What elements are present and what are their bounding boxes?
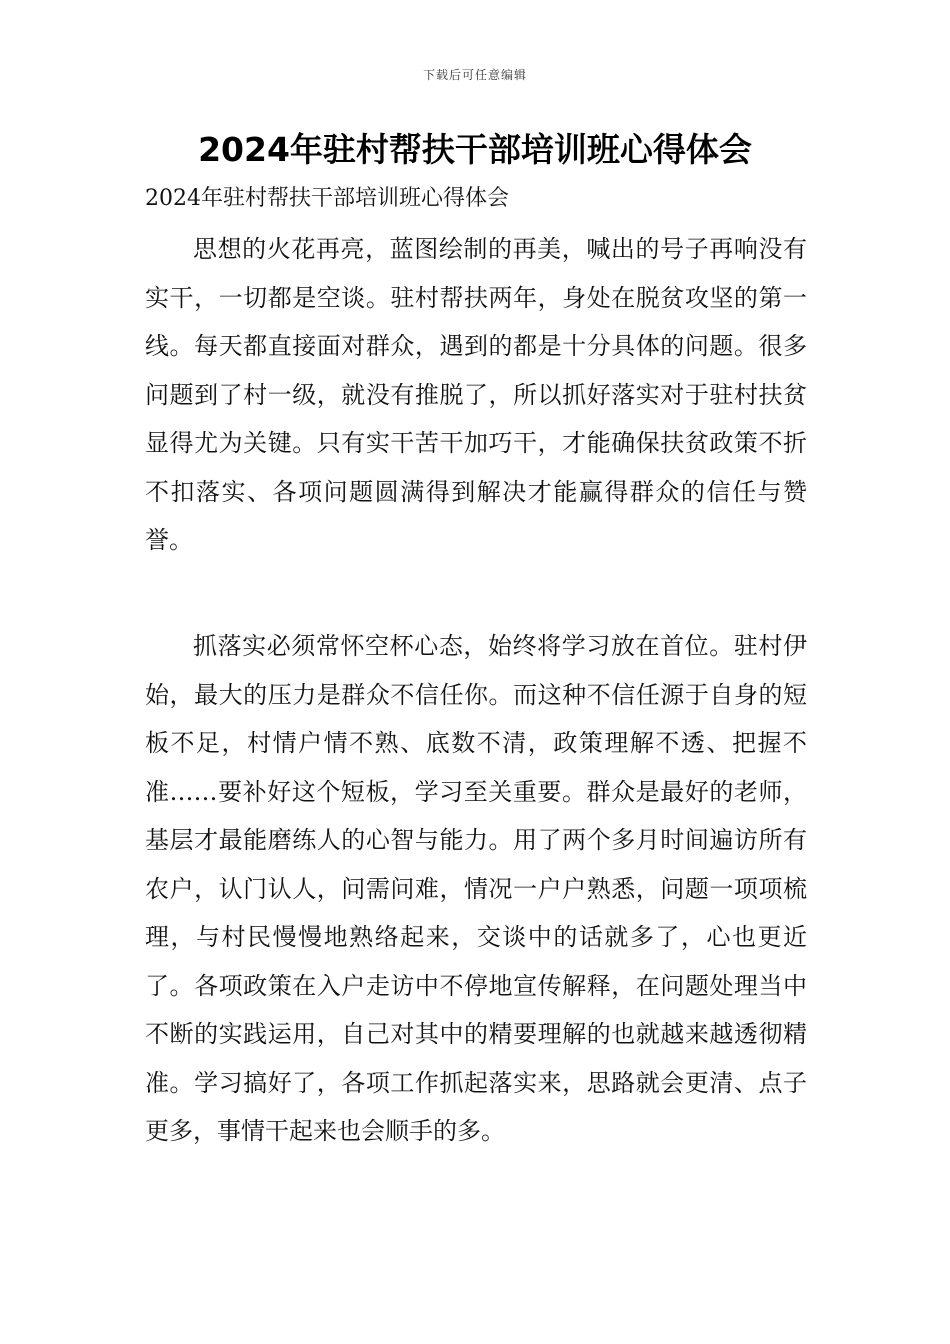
header-note: 下载后可任意编辑 bbox=[422, 68, 527, 82]
document-subtitle: 2024年驻村帮扶干部培训班心得体会 bbox=[145, 186, 509, 211]
document-title: 2024年驻村帮扶干部培训班心得体会 bbox=[198, 130, 752, 169]
paragraph-1: 思想的火花再亮，蓝图绘制的再美，喊出的号子再响没有实干，一切都是空谈。驻村帮扶两年，身处在脱贫攻坚的第一线。每天都直接面对群众，遇到的都是十分具体的问题。很多问题到了村一级，就没有推脱了，所以抓好落实对于驻村扶贫显得尤为关键。只有实干苦干加巧干，才能确保扶贫政策不折不扣落实、各项问题圆满得到解决才能赢得群众的信任与赞誉。 bbox=[145, 235, 807, 554]
paragraph-2: 抓落实必须常怀空杯心态，始终将学习放在首位。驻村伊始，最大的压力是群众不信任你。而这种不信任源于自身的短板不足，村情户情不熟、底数不清，政策理解不透、把握不准……要补好这个短板，学习至关重要。群众是最好的老师，基层才最能磨练人的心智与能力。用了两个多月时间遍访所有农户，认门认人，问需问难，情况一户户熟悉，问题一项项梳理，与村民慢慢地熟络起来，交谈中的话就多了，心也更近了。各项政策在入户走访中不停地宣传解释，在问题处理当中不断的实践运用，自己对其中的精要理解的也就越来越透彻精准。学习搞好了，各项工作抓起落实来，思路就会更清、点子更多，事情干起来也会顺手的多。 bbox=[145, 632, 807, 1145]
